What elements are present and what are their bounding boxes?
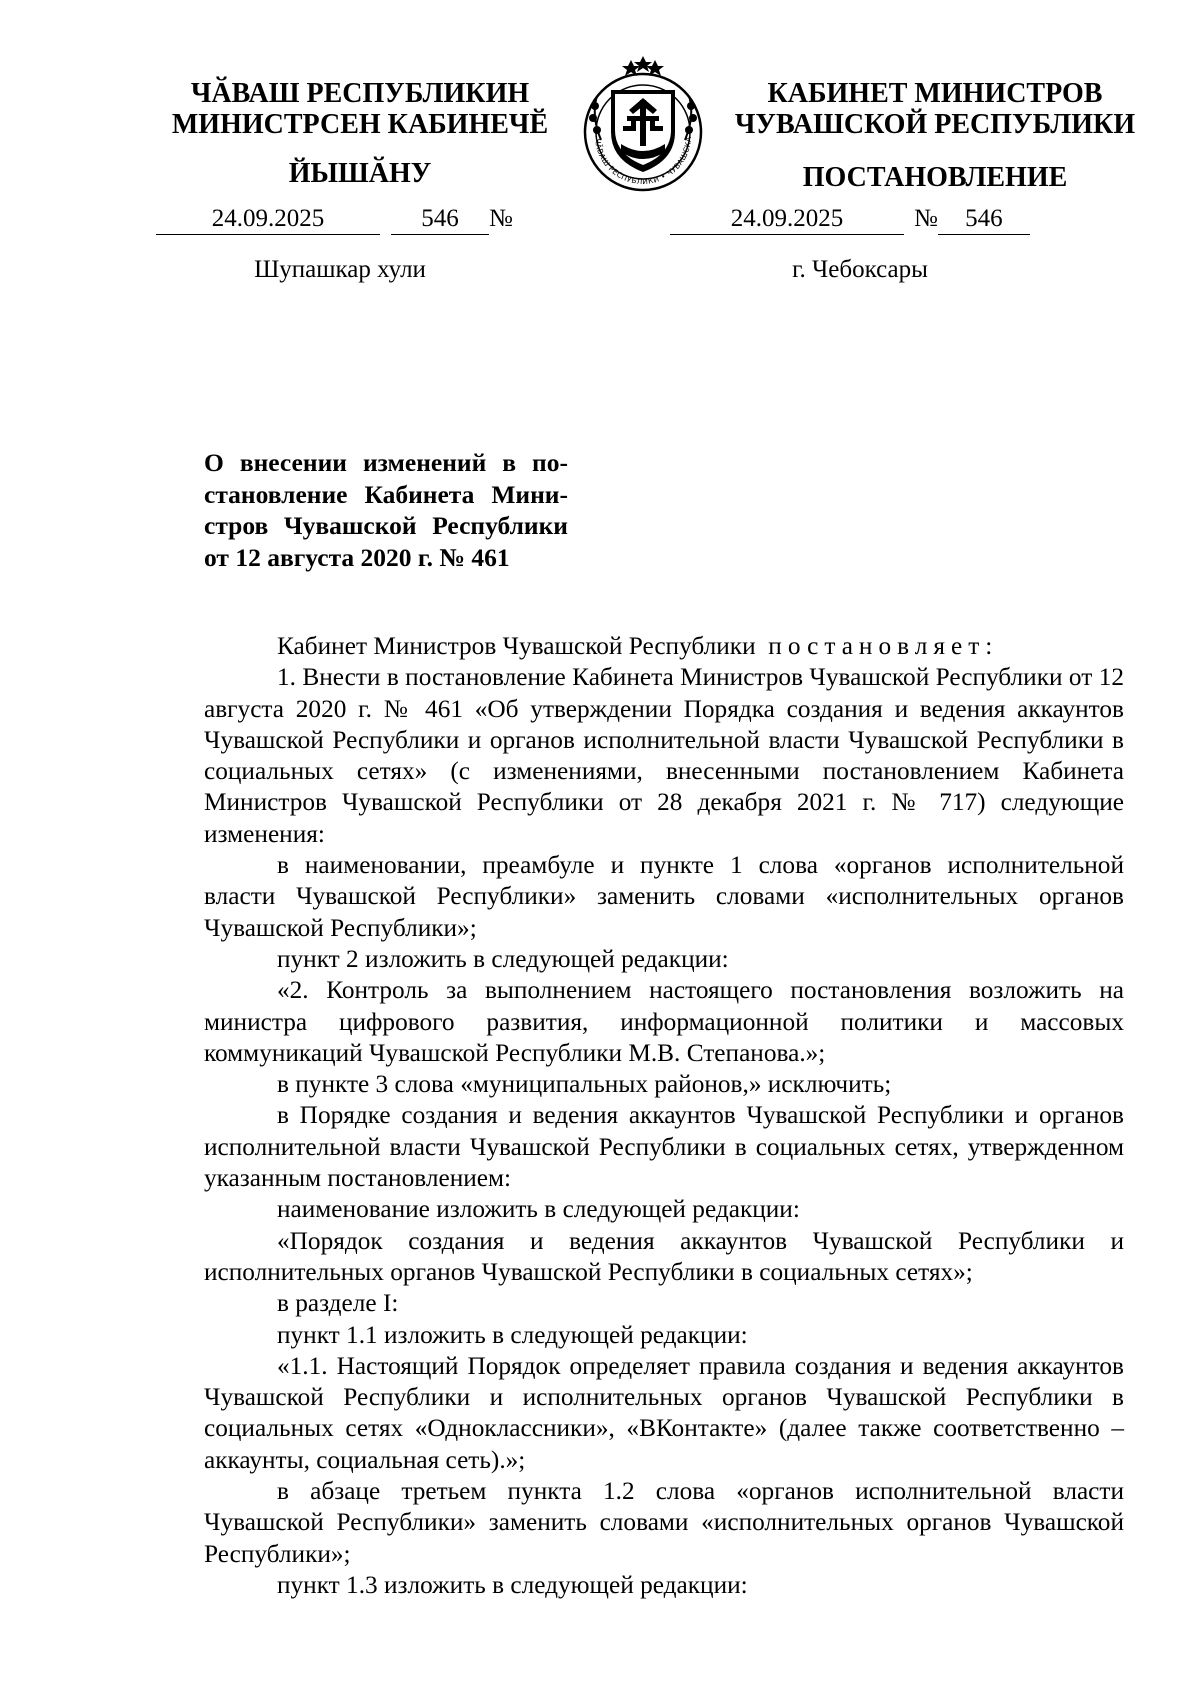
- number-right: 546: [938, 204, 1030, 235]
- city-right: г. Чебоксары: [792, 256, 928, 283]
- subject-line: О внесении изменений в по-: [204, 448, 568, 477]
- subject-line: становление Кабинета Мини-: [204, 479, 568, 509]
- intro-paragraph: [204, 631, 1124, 662]
- header-left-line1: ЧӐВАШ РЕСПУБЛИКИН: [190, 78, 530, 109]
- header-right-line2: ЧУВАШСКОЙ РЕСПУБЛИКИ: [734, 109, 1136, 140]
- body-paragraph: 1. Внести в постановление Кабинета Министров Чувашской Республики от 12 августа 2020 г. № 461 «Об утверждении Порядка создания и ведения аккаунтов Чувашской Республики и органов исполнительной власти Чувашской Республики в социальных сетях» (с изменениями, внесенными постановлением Кабинета Министров Чувашской Республики от 28 декабря 2021 г. № 717) следующие изменения:: [204, 663, 1124, 848]
- body-paragraph: «Порядок создания и ведения аккаунтов Чувашской Республики и исполнительных органов Чувашской Республики в социальных сетях»;: [204, 1226, 1124, 1286]
- intro-prefix: Кабинет Министров Чувашской Республики: [277, 632, 756, 660]
- header-right-line1: КАБИНЕТ МИНИСТРОВ: [767, 78, 1103, 109]
- date-left: 24.09.2025: [156, 204, 380, 235]
- header-left: [150, 78, 570, 140]
- meta-left: [156, 204, 513, 235]
- body-paragraph: «1.1. Настоящий Порядок определяет правила создания и ведения аккаунтов Чувашской Республики и исполнительных органов Чувашской Республики в социальных сетях «Одноклассники», «ВКонтакте» (далее также соответственно – аккаунты, социальная сеть).»;: [204, 1351, 1124, 1474]
- document-body: [204, 631, 1124, 1601]
- number-sign-left: №: [489, 205, 513, 232]
- header-left-line2: МИНИСТРСЕН КАБИНЕЧӖ: [171, 109, 549, 140]
- number-sign-right: №: [914, 205, 938, 232]
- subject-line: от 12 августа 2020 г. № 461: [204, 542, 510, 572]
- body-paragraph: пункт 2 изложить в следующей редакции:: [277, 944, 729, 973]
- body-paragraph: «2. Контроль за выполнением настоящего постановления возложить на министра цифрового развития, информационной политики и массовых коммуникаций Чувашской Республики М.В. Степанова.»;: [204, 976, 1124, 1067]
- chuvash-coat-of-arms-icon: [575, 56, 711, 192]
- doc-type-left: ЙЫШӐНУ: [288, 158, 432, 189]
- emblem-ring-text: ЧӐВАШ РЕСПУБЛИКИ • ЧУВАШСКА: [593, 136, 694, 187]
- document-subject: [204, 447, 568, 573]
- body-paragraph: пункт 1.3 изложить в следующей редакции:: [277, 1570, 748, 1599]
- body-paragraph: в разделе I:: [277, 1289, 399, 1318]
- body-paragraph: в абзаце третьем пункта 1.2 слова «органов исполнительной власти Чувашской Республики» заменить словами «исполнительных органов Чувашской Республики»;: [204, 1477, 1124, 1568]
- date-right: 24.09.2025: [670, 204, 904, 235]
- intro-decree-word: постановляет:: [768, 632, 999, 660]
- body-paragraph: пункт 1.1 изложить в следующей редакции:: [277, 1320, 748, 1349]
- body-paragraph: в наименовании, преамбуле и пункте 1 слова «органов исполнительной власти Чувашской Республики» заменить словами «исполнительных органов Чувашской Республики»;: [204, 851, 1124, 942]
- doc-type-right: ПОСТАНОВЛЕНИЕ: [802, 162, 1068, 193]
- body-paragraph: наименование изложить в следующей редакции:: [277, 1195, 800, 1224]
- body-paragraph: в пункте 3 слова «муниципальных районов,» исключить;: [277, 1070, 892, 1099]
- subject-line: стров Чувашской Республики: [204, 511, 568, 540]
- header-right: [725, 78, 1145, 140]
- number-left: 546: [391, 204, 489, 235]
- city-left: Шупашкар хули: [254, 256, 426, 283]
- body-paragraph: в Порядке создания и ведения аккаунтов Чувашской Республики и органов исполнительной власти Чувашской Республики в социальных сетях, утвержденном указанным постановлением:: [204, 1101, 1124, 1193]
- meta-right: [670, 204, 1030, 235]
